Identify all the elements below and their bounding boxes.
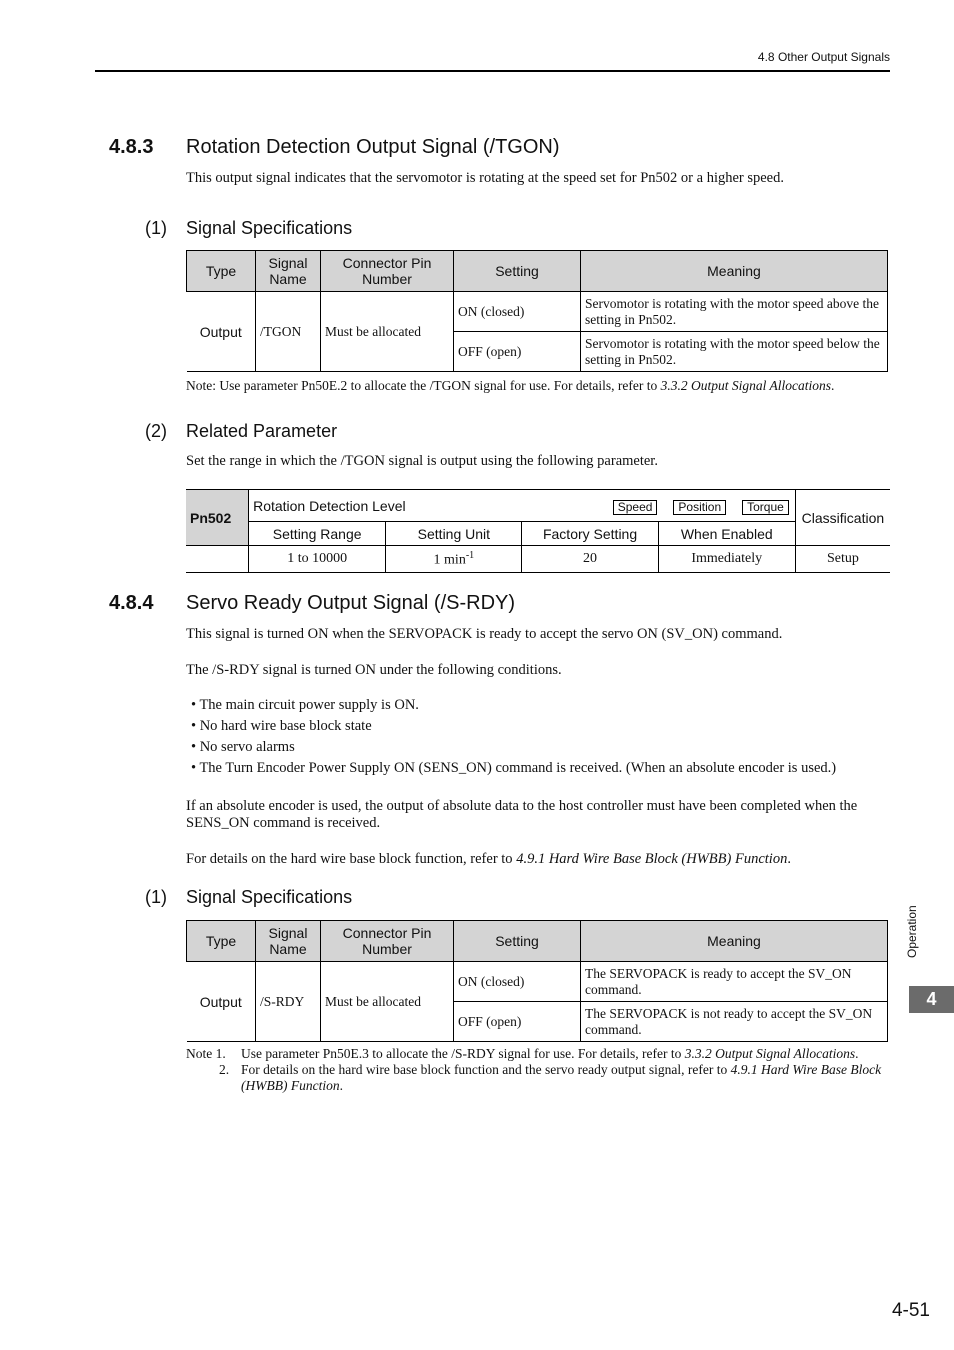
param-name-cell <box>249 490 796 522</box>
note-suffix: . <box>831 378 835 393</box>
col-connector-pin: Connector Pin Number <box>321 251 454 292</box>
col-type: Type <box>187 921 256 962</box>
cell-pin: Must be allocated <box>321 962 454 1042</box>
list-item: • No servo alarms <box>191 739 295 755</box>
col-meaning: Meaning <box>581 251 888 292</box>
conditions-intro: The /S-RDY signal is turned ON under the following conditions. <box>186 662 562 678</box>
ref-suffix: . <box>787 851 791 867</box>
subsection-title: Signal Specifications <box>186 887 353 907</box>
section-title: Rotation Detection Output Signal (/TGON) <box>186 136 560 158</box>
col-meaning: Meaning <box>581 921 888 962</box>
subsection-number: (2) <box>145 421 167 441</box>
cell-setting: OFF (open) <box>454 332 581 372</box>
note-reference: 3.3.2 Output Signal Allocations <box>660 378 831 393</box>
param-id-blank <box>186 546 249 573</box>
section-intro: This signal is turned ON when the SERVOPACK is ready to accept the servo ON (SV_ON) command. <box>186 626 783 642</box>
cell-setting: OFF (open) <box>454 1002 581 1042</box>
section-number: 4.8.3 <box>109 136 154 158</box>
list-item: • The main circuit power supply is ON. <box>191 697 419 713</box>
col-signal-name: Signal Name <box>256 251 321 292</box>
value-setting-unit <box>386 546 522 573</box>
cell-signal: /S-RDY <box>256 962 321 1042</box>
note-reference: 4.9.1 Hard Wire Base Block (HWBB) Function <box>241 1062 882 1093</box>
note-reference: 3.3.2 Output Signal Allocations <box>684 1046 856 1061</box>
list-item-text: The Turn Encoder Power Supply ON (SENS_ON) command is received. (When an absolute encoder is used.) <box>199 760 837 776</box>
section-number: 4.8.4 <box>109 592 154 614</box>
related-param-text: Set the range in which the /TGON signal is output using the following parameter. <box>186 453 658 469</box>
cell-pin: Must be allocated <box>321 292 454 372</box>
table-row <box>187 292 888 332</box>
value-when-enabled: Immediately <box>658 546 795 573</box>
unit-exponent: -1 <box>465 549 475 561</box>
value-factory-setting: 20 <box>522 546 658 573</box>
subsection-title: Signal Specifications <box>186 218 353 238</box>
col-signal-name: Signal Name <box>256 921 321 962</box>
subsection-number: (1) <box>145 218 167 238</box>
note-2 <box>186 1062 888 1094</box>
unit-base: 1 min <box>433 552 466 568</box>
note-text: For details on the hard wire base block function and the servo ready output signal, refer to <box>241 1062 731 1077</box>
cell-meaning: The SERVOPACK is ready to accept the SV_ON command. <box>581 962 888 1002</box>
param-id: Pn502 <box>186 490 249 546</box>
cell-signal: /TGON <box>256 292 321 372</box>
absolute-encoder-text: If an absolute encoder is used, the output of absolute data to the host controller must have been completed when the SENS_ON command is received. <box>186 798 858 831</box>
chapter-side-label: Operation <box>905 905 919 958</box>
note-suffix: . <box>339 1078 343 1093</box>
cell-setting: ON (closed) <box>454 962 581 1002</box>
srdy-notes <box>186 1046 888 1094</box>
list-item: • No hard wire base block state <box>191 718 372 734</box>
section-title: Servo Ready Output Signal (/S-RDY) <box>186 592 516 614</box>
classification-label: Classification <box>795 490 890 546</box>
col-when-enabled: When Enabled <box>658 522 795 546</box>
col-setting-range: Setting Range <box>249 522 386 546</box>
param-name: Rotation Detection Level <box>253 497 406 514</box>
cell-setting: ON (closed) <box>454 292 581 332</box>
speed-tag: Speed <box>613 500 658 515</box>
note-label: 2. <box>219 1062 230 1077</box>
position-tag: Position <box>673 500 726 515</box>
list-item-text: No servo alarms <box>199 739 295 755</box>
tgon-note <box>186 378 923 394</box>
col-setting-unit: Setting Unit <box>386 522 522 546</box>
page-number: 4-51 <box>891 1300 930 1321</box>
note-label: Note 1. <box>186 1046 226 1061</box>
value-classification: Setup <box>795 546 890 573</box>
cell-type: Output <box>187 962 256 1042</box>
header-rule <box>95 70 890 72</box>
srdy-signal-table <box>186 920 888 1042</box>
col-type: Type <box>187 251 256 292</box>
conditions-list <box>186 697 876 781</box>
cell-type: Output <box>187 292 256 372</box>
list-item-text: No hard wire base block state <box>199 718 372 734</box>
col-connector-pin: Connector Pin Number <box>321 921 454 962</box>
table-row <box>187 962 888 1002</box>
note-text: Use parameter Pn50E.3 to allocate the /S-RDY signal for use. For details, refer to <box>241 1046 685 1061</box>
running-header: 4.8 Other Output Signals <box>757 50 890 64</box>
cell-meaning: The SERVOPACK is not ready to accept the SV_ON command. <box>581 1002 888 1042</box>
note-text: Note: Use parameter Pn50E.2 to allocate the /TGON signal for use. For details, refer to <box>186 378 661 393</box>
cell-meaning: Servomotor is rotating with the motor speed above the setting in Pn502. <box>581 292 888 332</box>
col-setting: Setting <box>454 921 581 962</box>
cell-meaning: Servomotor is rotating with the motor speed below the setting in Pn502. <box>581 332 888 372</box>
col-factory-setting: Factory Setting <box>522 522 658 546</box>
torque-tag: Torque <box>742 500 789 515</box>
hwbb-reference-text <box>186 851 886 868</box>
chapter-tab: 4 <box>909 986 954 1013</box>
subsection-title: Related Parameter <box>186 421 338 441</box>
value-setting-range: 1 to 10000 <box>249 546 386 573</box>
section-intro: This output signal indicates that the servomotor is rotating at the speed set for Pn502 or a higher speed. <box>186 170 784 186</box>
list-item-text: The main circuit power supply is ON. <box>199 697 419 713</box>
subsection-number: (1) <box>145 887 167 907</box>
ref-text: For details on the hard wire base block function, refer to <box>186 851 517 867</box>
ref-link: 4.9.1 Hard Wire Base Block (HWBB) Function <box>516 851 788 867</box>
pn502-param-table <box>186 489 890 573</box>
note-suffix: . <box>855 1046 859 1061</box>
note-1 <box>186 1046 888 1062</box>
list-item: • The Turn Encoder Power Supply ON (SENS_ON) command is received. (When an absolute encoder is used.) <box>191 760 837 776</box>
tgon-signal-table <box>186 250 888 372</box>
col-setting: Setting <box>454 251 581 292</box>
